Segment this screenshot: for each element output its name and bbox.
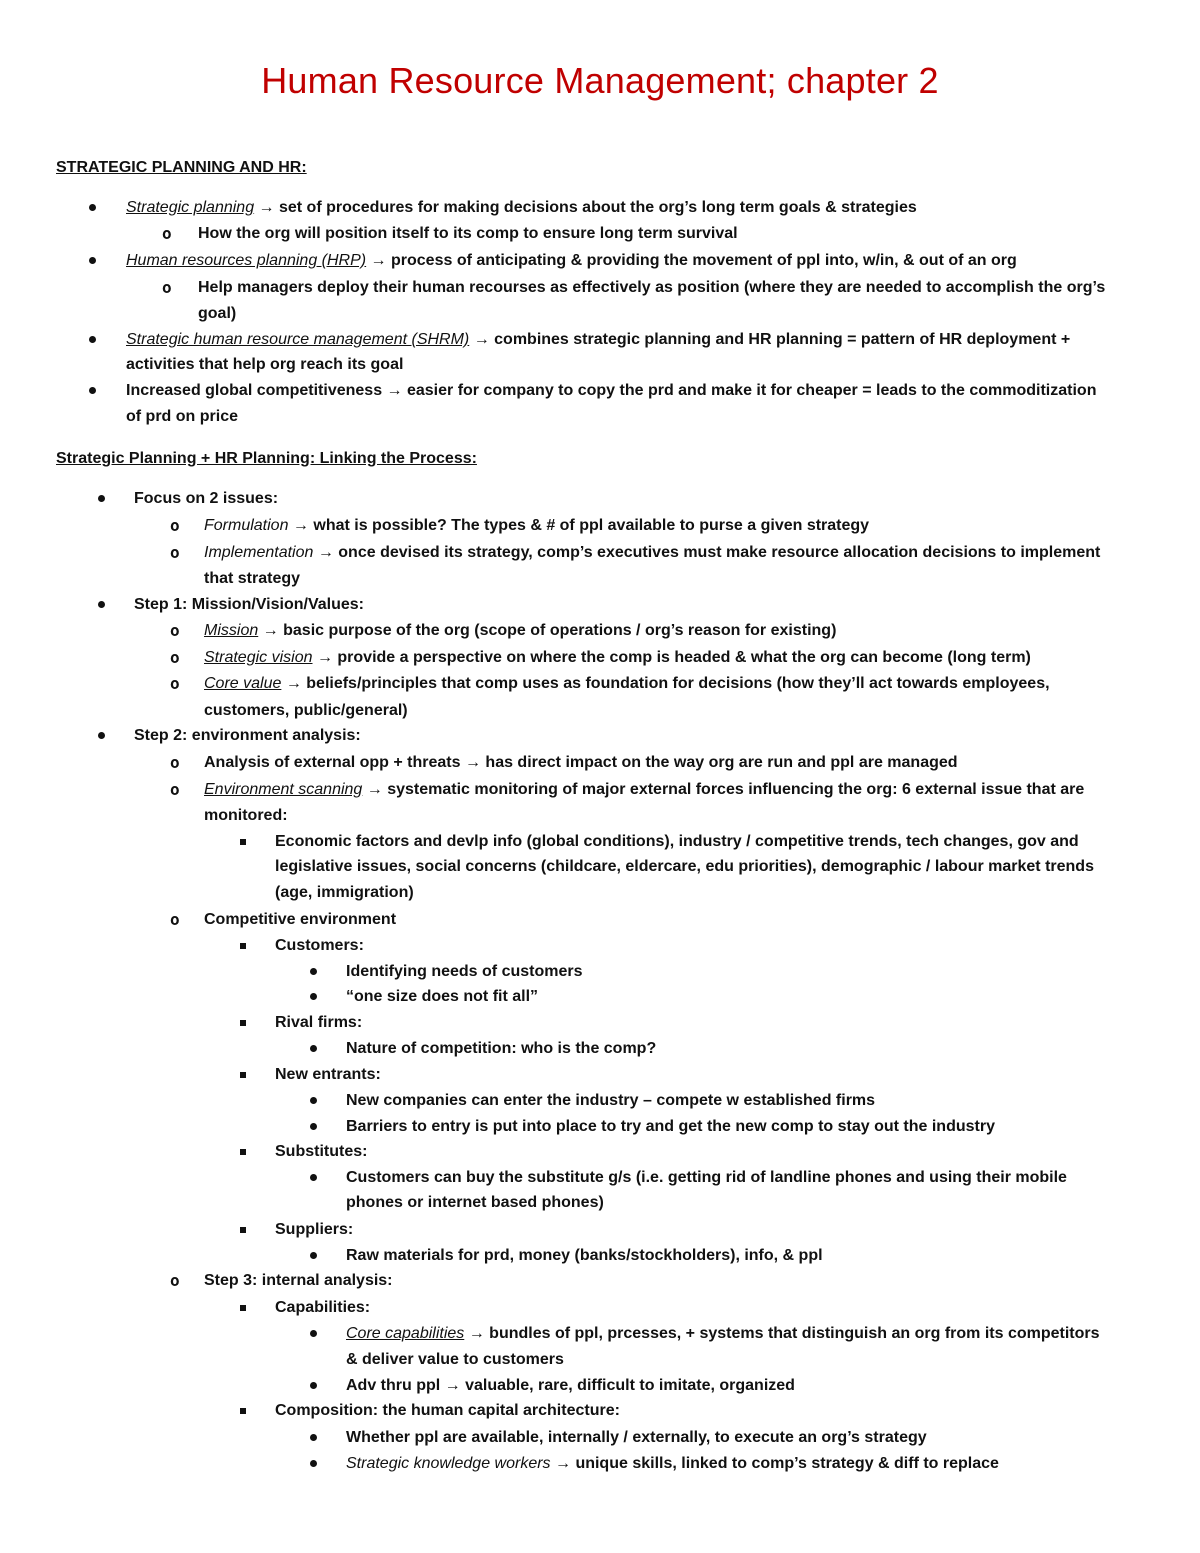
bullet-dot-icon	[310, 1165, 317, 1191]
bullet-square-icon	[240, 1139, 246, 1165]
bullet-dot-icon	[310, 1114, 317, 1140]
bullet-dot-icon	[310, 1425, 317, 1451]
bullet-dot-icon	[310, 1036, 317, 1062]
term: Strategic vision	[204, 649, 313, 666]
term: Core capabilities	[346, 1325, 465, 1342]
bullet-circle-icon: o	[162, 224, 172, 243]
bullet-dot-icon	[89, 327, 96, 353]
bullet-circle-icon: o	[170, 674, 180, 693]
bullet-circle-icon: o	[170, 621, 180, 640]
section-heading-linking-process: Strategic Planning + HR Planning: Linking the Process:	[56, 450, 477, 467]
bullet-circle-icon: o	[170, 753, 180, 772]
bullet-square-icon	[240, 1010, 246, 1036]
bullet-dot-icon	[310, 1243, 317, 1269]
term: Human resources planning (HRP)	[126, 252, 367, 269]
bullet-square-icon	[240, 829, 246, 855]
bullet-dot-icon	[98, 486, 105, 512]
bullet-circle-icon: o	[170, 780, 180, 799]
bullet-dot-icon	[310, 1373, 317, 1399]
bullet-square-icon	[240, 933, 246, 959]
bullet-dot-icon	[310, 959, 317, 985]
bullet-dot-icon	[89, 195, 96, 221]
bullet-square-icon	[240, 1062, 246, 1088]
bullet-circle-icon: o	[170, 516, 180, 535]
bullet-circle-icon: o	[170, 648, 180, 667]
bullet-dot-icon	[98, 592, 105, 618]
term: Strategic planning	[126, 199, 255, 216]
bullet-square-icon	[240, 1217, 246, 1243]
term: Core value	[204, 675, 282, 692]
bullet-circle-icon: o	[170, 910, 180, 929]
bullet-square-icon	[240, 1398, 246, 1424]
bullet-circle-icon: o	[170, 1271, 180, 1290]
bullet-dot-icon	[310, 1451, 317, 1477]
bullet-dot-icon	[310, 984, 317, 1010]
term: Mission	[204, 622, 259, 639]
bullet-circle-icon: o	[162, 278, 172, 297]
term: Strategic knowledge workers	[346, 1455, 551, 1472]
bullet-dot-icon	[310, 1321, 317, 1347]
bullet-dot-icon	[310, 1088, 317, 1114]
bullet-circle-icon: o	[170, 543, 180, 562]
term: Implementation	[204, 544, 314, 561]
bullet-dot-icon	[89, 378, 96, 404]
bullet-dot-icon	[98, 723, 105, 749]
term: Formulation	[204, 517, 289, 534]
bullet-dot-icon	[89, 248, 96, 274]
term: Strategic human resource management (SHRM)	[126, 331, 470, 348]
document-title: Human Resource Management; chapter 2	[261, 60, 939, 101]
section-heading-strategic-planning: STRATEGIC PLANNING AND HR:	[56, 159, 307, 176]
term: Environment scanning	[204, 781, 363, 798]
document-page: Human Resource Management; chapter 2 STRATEGIC PLANNING AND HR: Strategic planning → set of procedures for making decisions about the org’s long term goals & strategies o How the org will position itself to its comp to ensure long term survival Human resources planning (HRP) → process of anticipating & providing the movement of ppl into, w/in, & out of an org o Help managers deploy their human recourses as effectively as position (where they are needed to accomplish the org’s goal) Strategic human resource management (SHRM) → combines strategic planning and HR planning = pattern of HR deployment + activities that help org reach its goal Increased global competitiveness → easier for company to copy the prd and make it for cheaper = leads to the commoditization of prd on price Strategic Planning + HR Planning: Linking the Process: Focus on 2 issues: o Formulation → what is possible? The types & # of ppl available to purse a given strategy o Implementation → once devised its strategy, comp’s executives must make resource allocation decisions to implement that strategy Step 1: Mission/Vision/Values: o Mission → basic purpose of the org (scope of operations / org’s reason for existing) o Strategic vision → provide a perspective on where the comp is headed & what the org can become (long term) o Core value → beliefs/principles that comp uses as foundation for decisions (how they’ll act towards employees, customers, public/general) Step 2: environment analysis: o Analysis of external opp + threats → has direct impact on the way org are run and ppl are managed o Environment scanning → systematic monitoring of major external forces influencing the org: 6 external issue that are monitored: Economic factors and devlp info (global conditions), industry / competitive trends, tech changes, gov and legislative issues, social concerns (childcare, eldercare, edu priorities), demographic / labour market trends (age, immigration) o Competitive environment Customers: Identifying needs of customers “one size does not fit all” Rival firms: Nature of competition: who is the comp? New entrants: New companies can enter the industry – compete w established firms Barriers to entry is put into place to try and get the new comp to stay out the industry Substitutes: Customers can buy the substitute g/s (i.e. getting rid of landline phones and using their mobile phones or internet based phones) Suppliers: Raw materials for prd, money (banks/stockholders), info, & ppl o Step 3: internal analysis: Capabilities: Core capabilities → bundles of ppl, prcesses, + systems that distinguish an org from its competitors & deliver value to customers Adv thru ppl → valuable, rare, difficult to imitate, organized Composition: the human capital architecture: Whether ppl are available, internally / externally, to execute an org’s strategy Strategic knowledge workers → unique skills, linked to comp’s strategy & diff to replace	[0, 0, 1200, 1553]
bullet-square-icon	[240, 1295, 246, 1321]
